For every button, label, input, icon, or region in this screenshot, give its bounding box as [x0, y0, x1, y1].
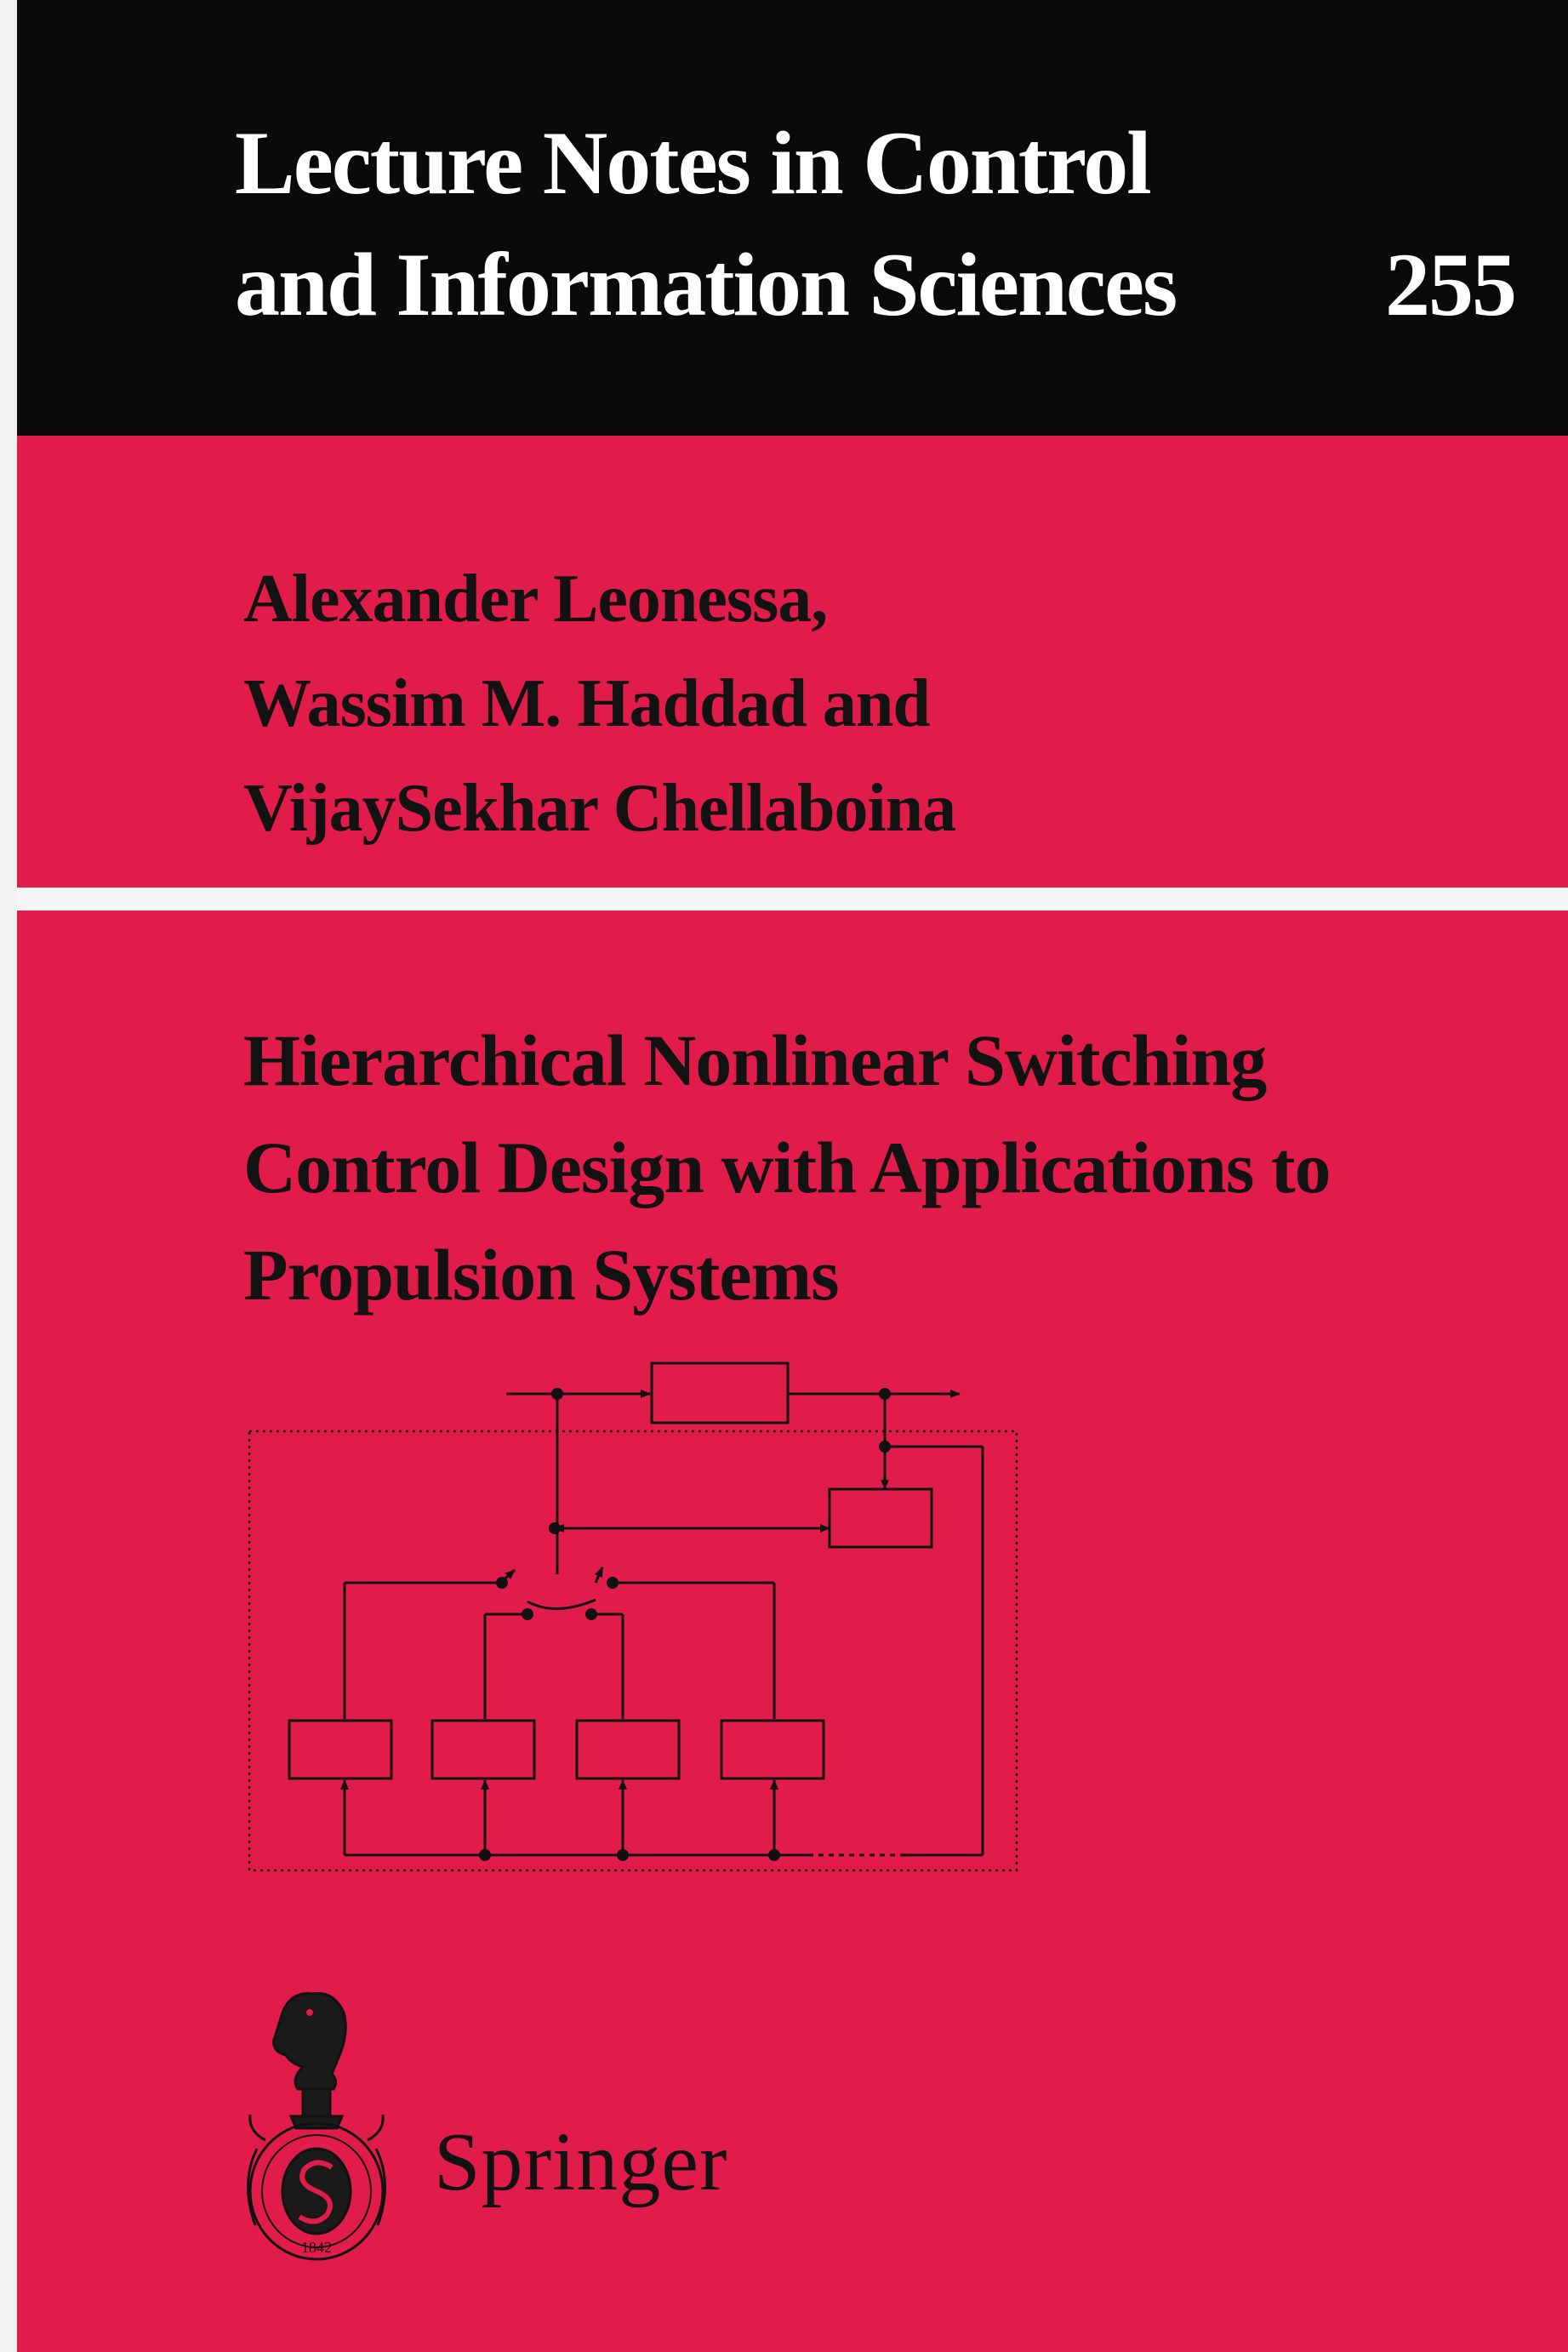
author-list	[243, 547, 1477, 861]
cover-edge-strip	[0, 0, 17, 2352]
book-title	[243, 1007, 1554, 1328]
author-2: Wassim M. Haddad and	[243, 666, 930, 741]
logo-year: 1842	[301, 2239, 332, 2256]
author-3: VijaySekhar Chellaboina	[243, 771, 956, 846]
switching-control-diagram-icon	[230, 1344, 1046, 1889]
author-1: Alexander Leonessa,	[243, 562, 828, 637]
springer-logo-icon	[231, 1978, 402, 2272]
cover-divider	[17, 888, 1568, 911]
book-title-line-3: Propulsion Systems	[243, 1234, 839, 1316]
series-volume-number: 255	[1385, 235, 1515, 334]
series-title	[235, 102, 1545, 345]
series-title-line-2: and Information Sciences	[235, 235, 1177, 334]
book-title-line-2: Control Design with Applications to	[243, 1127, 1331, 1208]
publisher-name: Springer	[434, 2116, 728, 2208]
series-title-line-1: Lecture Notes in Control	[235, 113, 1150, 213]
book-title-line-1: Hierarchical Nonlinear Switching	[243, 1019, 1267, 1101]
